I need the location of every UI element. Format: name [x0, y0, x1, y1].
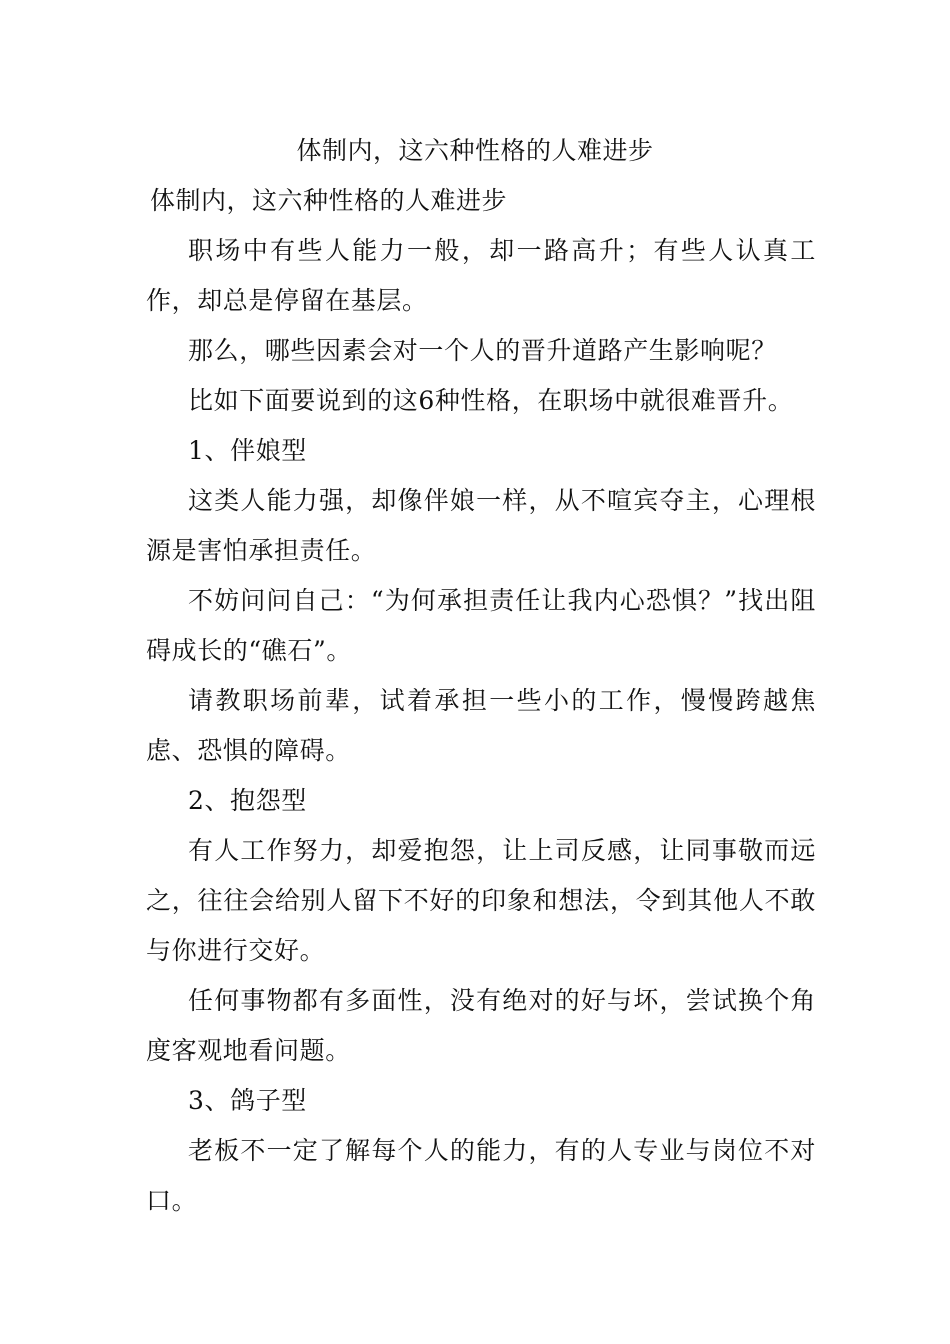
paragraph: 职场中有些人能力一般，却一路高升；有些人认真工作，却总是停留在基层。: [146, 236, 816, 315]
section-heading: 3、鸽子型: [188, 1086, 307, 1115]
paragraph: 任何事物都有多面性，没有绝对的好与坏，尝试换个角度客观地看问题。: [146, 986, 816, 1065]
section-heading: 1、伴娘型: [188, 436, 307, 465]
paragraph: 比如下面要说到的这6种性格，在职场中就很难晋升。: [188, 386, 794, 415]
section-heading: 2、抱怨型: [188, 786, 307, 815]
paragraph: 有人工作努力，却爱抱怨，让上司反感，让同事敬而远之，往往会给别人留下不好的印象和想法，令到其他人不敢与你进行交好。: [146, 836, 816, 965]
document-body: [146, 226, 816, 1226]
paragraph: 不妨问问自己：“为何承担责任让我内心恐惧？”找出阻碍成长的“礁石”。: [146, 586, 816, 665]
paragraph: 请教职场前辈，试着承担一些小的工作，慢慢跨越焦虑、恐惧的障碍。: [146, 686, 816, 765]
paragraph: 那么，哪些因素会对一个人的晋升道路产生影响呢？: [188, 336, 777, 365]
document-title: 体制内，这六种性格的人难进步: [296, 136, 654, 165]
paragraph: 这类人能力强，却像伴娘一样，从不喧宾夺主，心理根源是害怕承担责任。: [146, 486, 816, 565]
document-subtitle: 体制内，这六种性格的人难进步: [150, 186, 508, 215]
paragraph: 老板不一定了解每个人的能力，有的人专业与岗位不对口。: [146, 1136, 816, 1215]
